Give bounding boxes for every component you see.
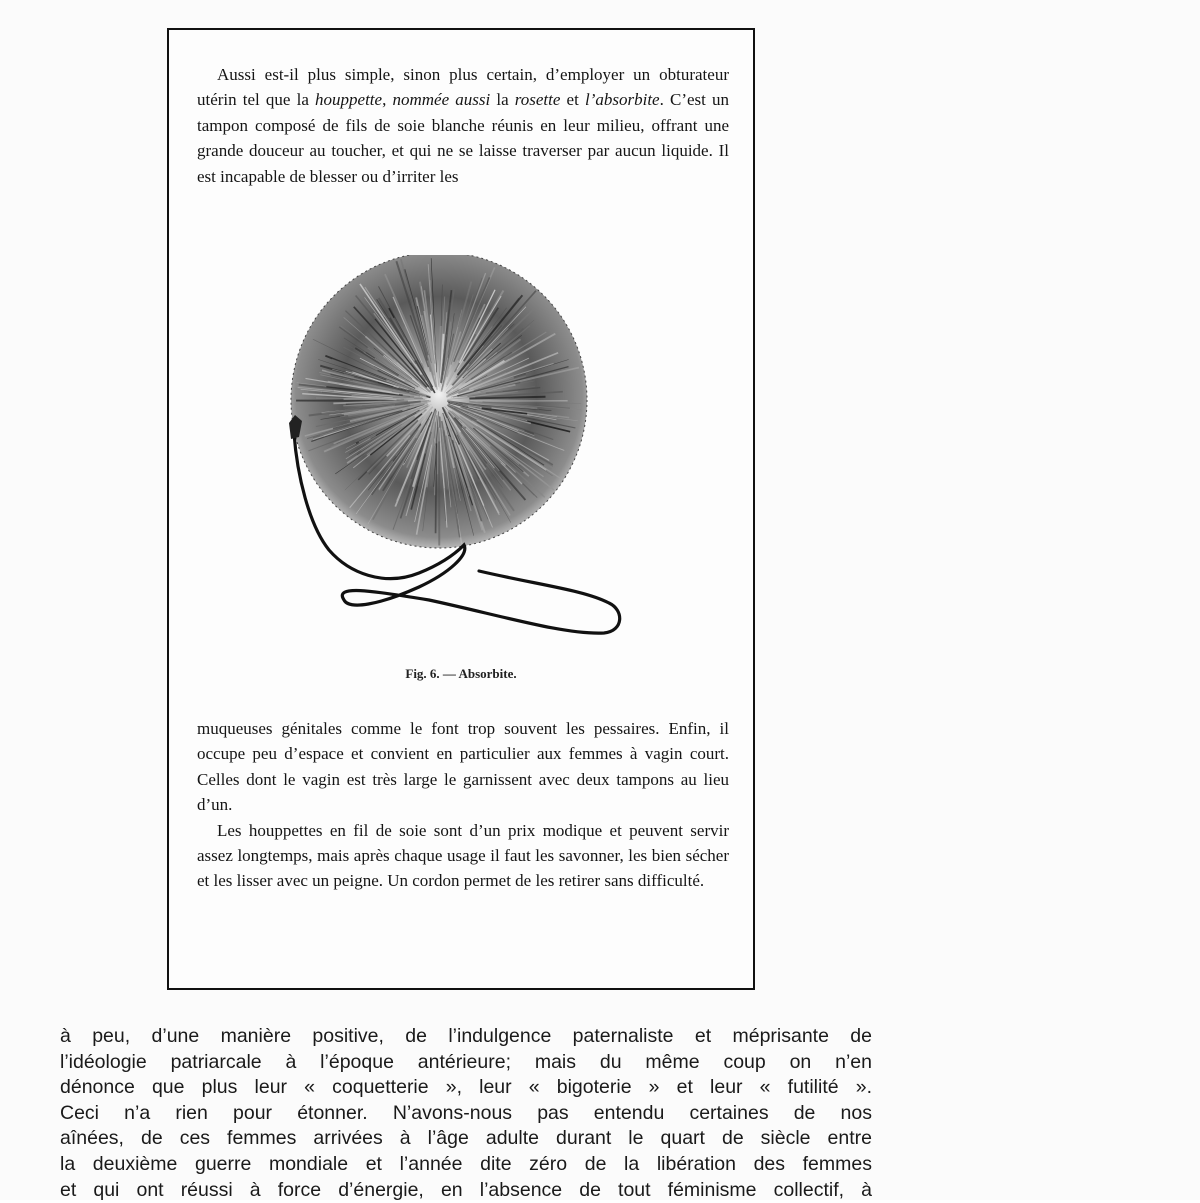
absorbite-illustration xyxy=(269,255,669,655)
body-line: dénonce que plus leur « coquetterie », leur « bigoterie » et leur « futilité ». xyxy=(60,1075,872,1101)
term-houppette: houppette xyxy=(315,90,382,109)
term-rosette: rosette xyxy=(515,90,561,109)
body-line: et qui ont réussi à force d’énergie, en l’absence de tout féminisme collectif, à xyxy=(60,1178,872,1203)
term-nommee-aussi: nommée aussi xyxy=(392,90,490,109)
body-line: l’idéologie patriarcale à l’époque antérieure; mais du même coup on n’en xyxy=(60,1050,872,1076)
absorbite-drawing xyxy=(269,255,669,655)
quoted-excerpt-frame xyxy=(167,28,755,990)
term-absorbite: l’absorbite xyxy=(585,90,660,109)
excerpt-paragraph: muqueuses génitales comme le font trop souvent les pessaires. Enfin, il occupe peu d’espace et convient en particulier aux femmes à vagin court. Celles dont le vagin est très large le garnissent avec deux tampons au lieu d’un. xyxy=(197,716,729,818)
excerpt-paragraph: Les houppettes en fil de soie sont d’un prix modique et peuvent servir assez longtemps, mais après chaque usage il faut les savonner, les bien sécher et les lisser avec un peigne. Un cordon permet de les retirer sans difficulté. xyxy=(197,818,729,894)
body-line: la deuxième guerre mondiale et l’année dite zéro de la libération des femmes xyxy=(60,1152,872,1178)
book-body-text xyxy=(60,1024,872,1203)
excerpt-top-paragraph: Aussi est-il plus simple, sinon plus certain, d’employer un obturateur utérin tel que la houppette, nommée aussi la rosette et l’absorbite. C’est un tampon composé de fils de soie blanche réunis en leur milieu, offrant une grande douceur au toucher, et qui ne se laisse traverser par aucun liquide. Il est incapable de blesser ou d’irriter les xyxy=(197,62,729,189)
body-line: Ceci n’a rien pour étonner. N’avons-nous pas entendu certaines de nos xyxy=(60,1101,872,1127)
figure-caption: Fig. 6. — Absorbite. xyxy=(169,666,753,682)
body-line: à peu, d’une manière positive, de l’indulgence paternaliste et méprisante de xyxy=(60,1024,872,1050)
body-line: aînées, de ces femmes arrivées à l’âge adulte durant le quart de siècle entre xyxy=(60,1126,872,1152)
excerpt-bottom-paragraphs xyxy=(197,716,729,894)
